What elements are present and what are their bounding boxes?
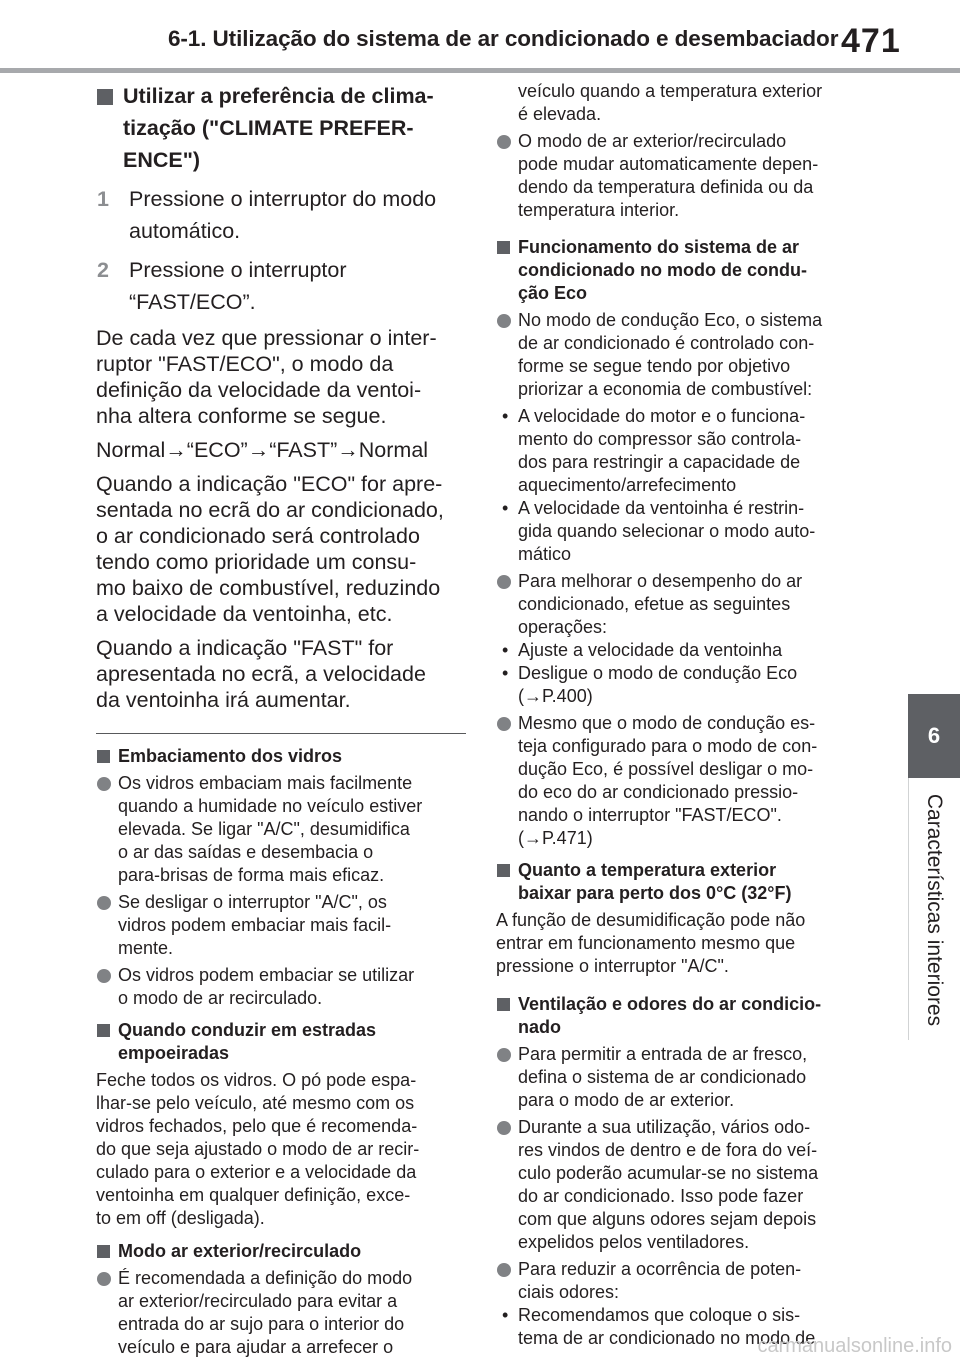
round-bullet-icon [497,1048,511,1062]
round-bullet-icon [97,969,111,983]
round-bullet-icon [497,717,511,731]
paragraph-eco: Quando a indicação "ECO" for apre- sentada no ecrã do ar condicionado, o ar condicionado será controlado tendo como prioridade um consu- mo baixo de combustível, reduzindo a velocidade da ventoinha, etc. [96,472,444,626]
subheading-low-temperature: Quanto a temperatura exterior baixar para perto dos 0°C (32°F) [496,859,866,905]
square-bullet-icon [97,89,113,105]
list-item: O modo de ar exterior/recirculado pode mudar automaticamente depen- dendo da temperatura definida ou da temperatura interior. [496,130,866,222]
dash-item: • Desligue o modo de condução Eco (→P.400) [502,663,798,706]
square-bullet-icon [497,864,510,877]
paragraph-mode-cycle: De cada vez que pressionar o inter- ruptor "FAST/ECO", o modo da definição da velocidade da ventoi- nha altera conforme se segue. [96,326,437,428]
square-bullet-icon [97,1245,110,1258]
chapter-tab-label: Características interiores [923,793,946,1027]
subheading-ventilation-odors: Ventilação e odores do ar condicio- nado [496,993,866,1039]
dash-bullet-icon: • [502,406,509,426]
subheading-dusty-roads: Quando conduzir em estradas empoeiradas [96,1019,466,1065]
header-rule [0,68,960,73]
paragraph-dusty-roads: Feche todos os vidros. O pó pode espa- lhar-se pelo veículo, até mesmo com os vidros fechados, pelo que é recomenda- do que seja ajustado o modo de ar recir- culado para o exterior e a velocidade da ventoinha em qualquer definição, exce- to em off (desligada). [96,1070,420,1228]
paragraph-low-temperature: A função de desumidificação pode não entrar em funcionamento mesmo que pressione o interruptor "A/C". [496,910,806,976]
list-item: Se desligar o interruptor "A/C", os vidros podem embaciar mais facil- mente. [96,891,466,960]
round-bullet-icon [497,1121,511,1135]
list-item: Durante a sua utilização, vários odo- res vindos de dentro e de fora do veí- culo poderão acumular-se no sistema do ar condicionado. Isso pode fazer com que alguns odores sejam depois expelidos pelos ventiladores. [496,1116,866,1254]
page-header-title: 6-1. Utilização do sistema de ar condicionado e desembaciador [168,26,839,51]
dash-bullet-icon: • [502,640,509,660]
list-item: É recomendada a definição do modo ar exterior/recirculado para evitar a entrada do ar sujo para o interior do veículo e para ajudar a arrefecer o [96,1267,466,1359]
list-item: Para reduzir a ocorrência de poten- ciais odores: [496,1258,866,1304]
dash-bullet-icon: • [502,498,509,518]
paragraph-fast: Quando a indicação "FAST" for apresentada no ecrã, a velocidade da ventoinha irá aumentar. [96,636,426,712]
square-bullet-icon [497,998,510,1011]
list-item: Para permitir a entrada de ar fresco, defina o sistema de ar condicionado para o modo de ar exterior. [496,1043,866,1112]
dash-item: • A velocidade do motor e o funciona- mento do compressor são controla- dos para restringir a capacidade de aquecimento/arrefecimento [502,406,806,495]
round-bullet-icon [497,135,511,149]
section-divider [96,733,466,734]
round-bullet-icon [97,1272,111,1286]
mode-sequence: Normal→“ECO”→“FAST”→Normal [96,438,429,462]
list-item-continued: veículo quando a temperatura exterior é elevada. [518,81,823,124]
list-item: Os vidros podem embaciar se utilizar o modo de ar recirculado. [96,964,466,1010]
step-2: 2 Pressione o interruptor “FAST/ECO”. [97,258,347,314]
square-bullet-icon [497,241,510,254]
square-bullet-icon [97,1024,110,1037]
step-1: 1 Pressione o interruptor do modo automático. [97,187,437,243]
square-bullet-icon [97,750,110,763]
subheading-eco-mode: Funcionamento do sistema de ar condicionado no modo de condu- ção Eco [496,236,866,305]
dash-item: • Recomendamos que coloque o sis- tema de ar condicionado no modo de [502,1305,816,1348]
list-item: Mesmo que o modo de condução es- teja configurado para o modo de con- dução Eco, é possível desligar o mo- do eco do ar condicionado pressio- nando o interruptor "FAST/ECO". (→P.471) [496,712,866,850]
dash-bullet-icon: • [502,663,509,683]
section-heading: Utilizar a preferência de clima- tização ("CLIMATE PREFER- ENCE") [96,80,466,176]
chapter-tab[interactable]: 6 [908,694,960,778]
list-item: Os vidros embaciam mais facilmente quando a humidade no veículo estiver elevada. Se ligar "A/C", desumidifica o ar das saídas e desembacia o para-brisas de forma mais eficaz. [96,772,466,887]
round-bullet-icon [497,575,511,589]
list-item: Para melhorar o desempenho do ar condicionado, efetue as seguintes operações: [496,570,866,639]
round-bullet-icon [97,777,111,791]
right-column [496,80,866,1350]
round-bullet-icon [497,314,511,328]
subheading-air-mode: Modo ar exterior/recirculado [96,1240,466,1263]
page-number: 471 [841,22,901,60]
round-bullet-icon [97,896,111,910]
dash-bullet-icon: • [502,1305,509,1325]
dash-item: • Ajuste a velocidade da ventoinha [502,640,783,660]
subheading-fogging: Embaciamento dos vidros [96,745,466,768]
list-item: No modo de condução Eco, o sistema de ar condicionado é controlado con- forme se segue tendo por objetivo priorizar a economia de combustível: [496,309,866,401]
round-bullet-icon [497,1263,511,1277]
watermark: carmanualsonline.info [757,1335,952,1357]
dash-item: • A velocidade da ventoinha é restrin- gida quando selecionar o modo auto- mático [502,498,816,564]
left-column [96,80,466,1362]
